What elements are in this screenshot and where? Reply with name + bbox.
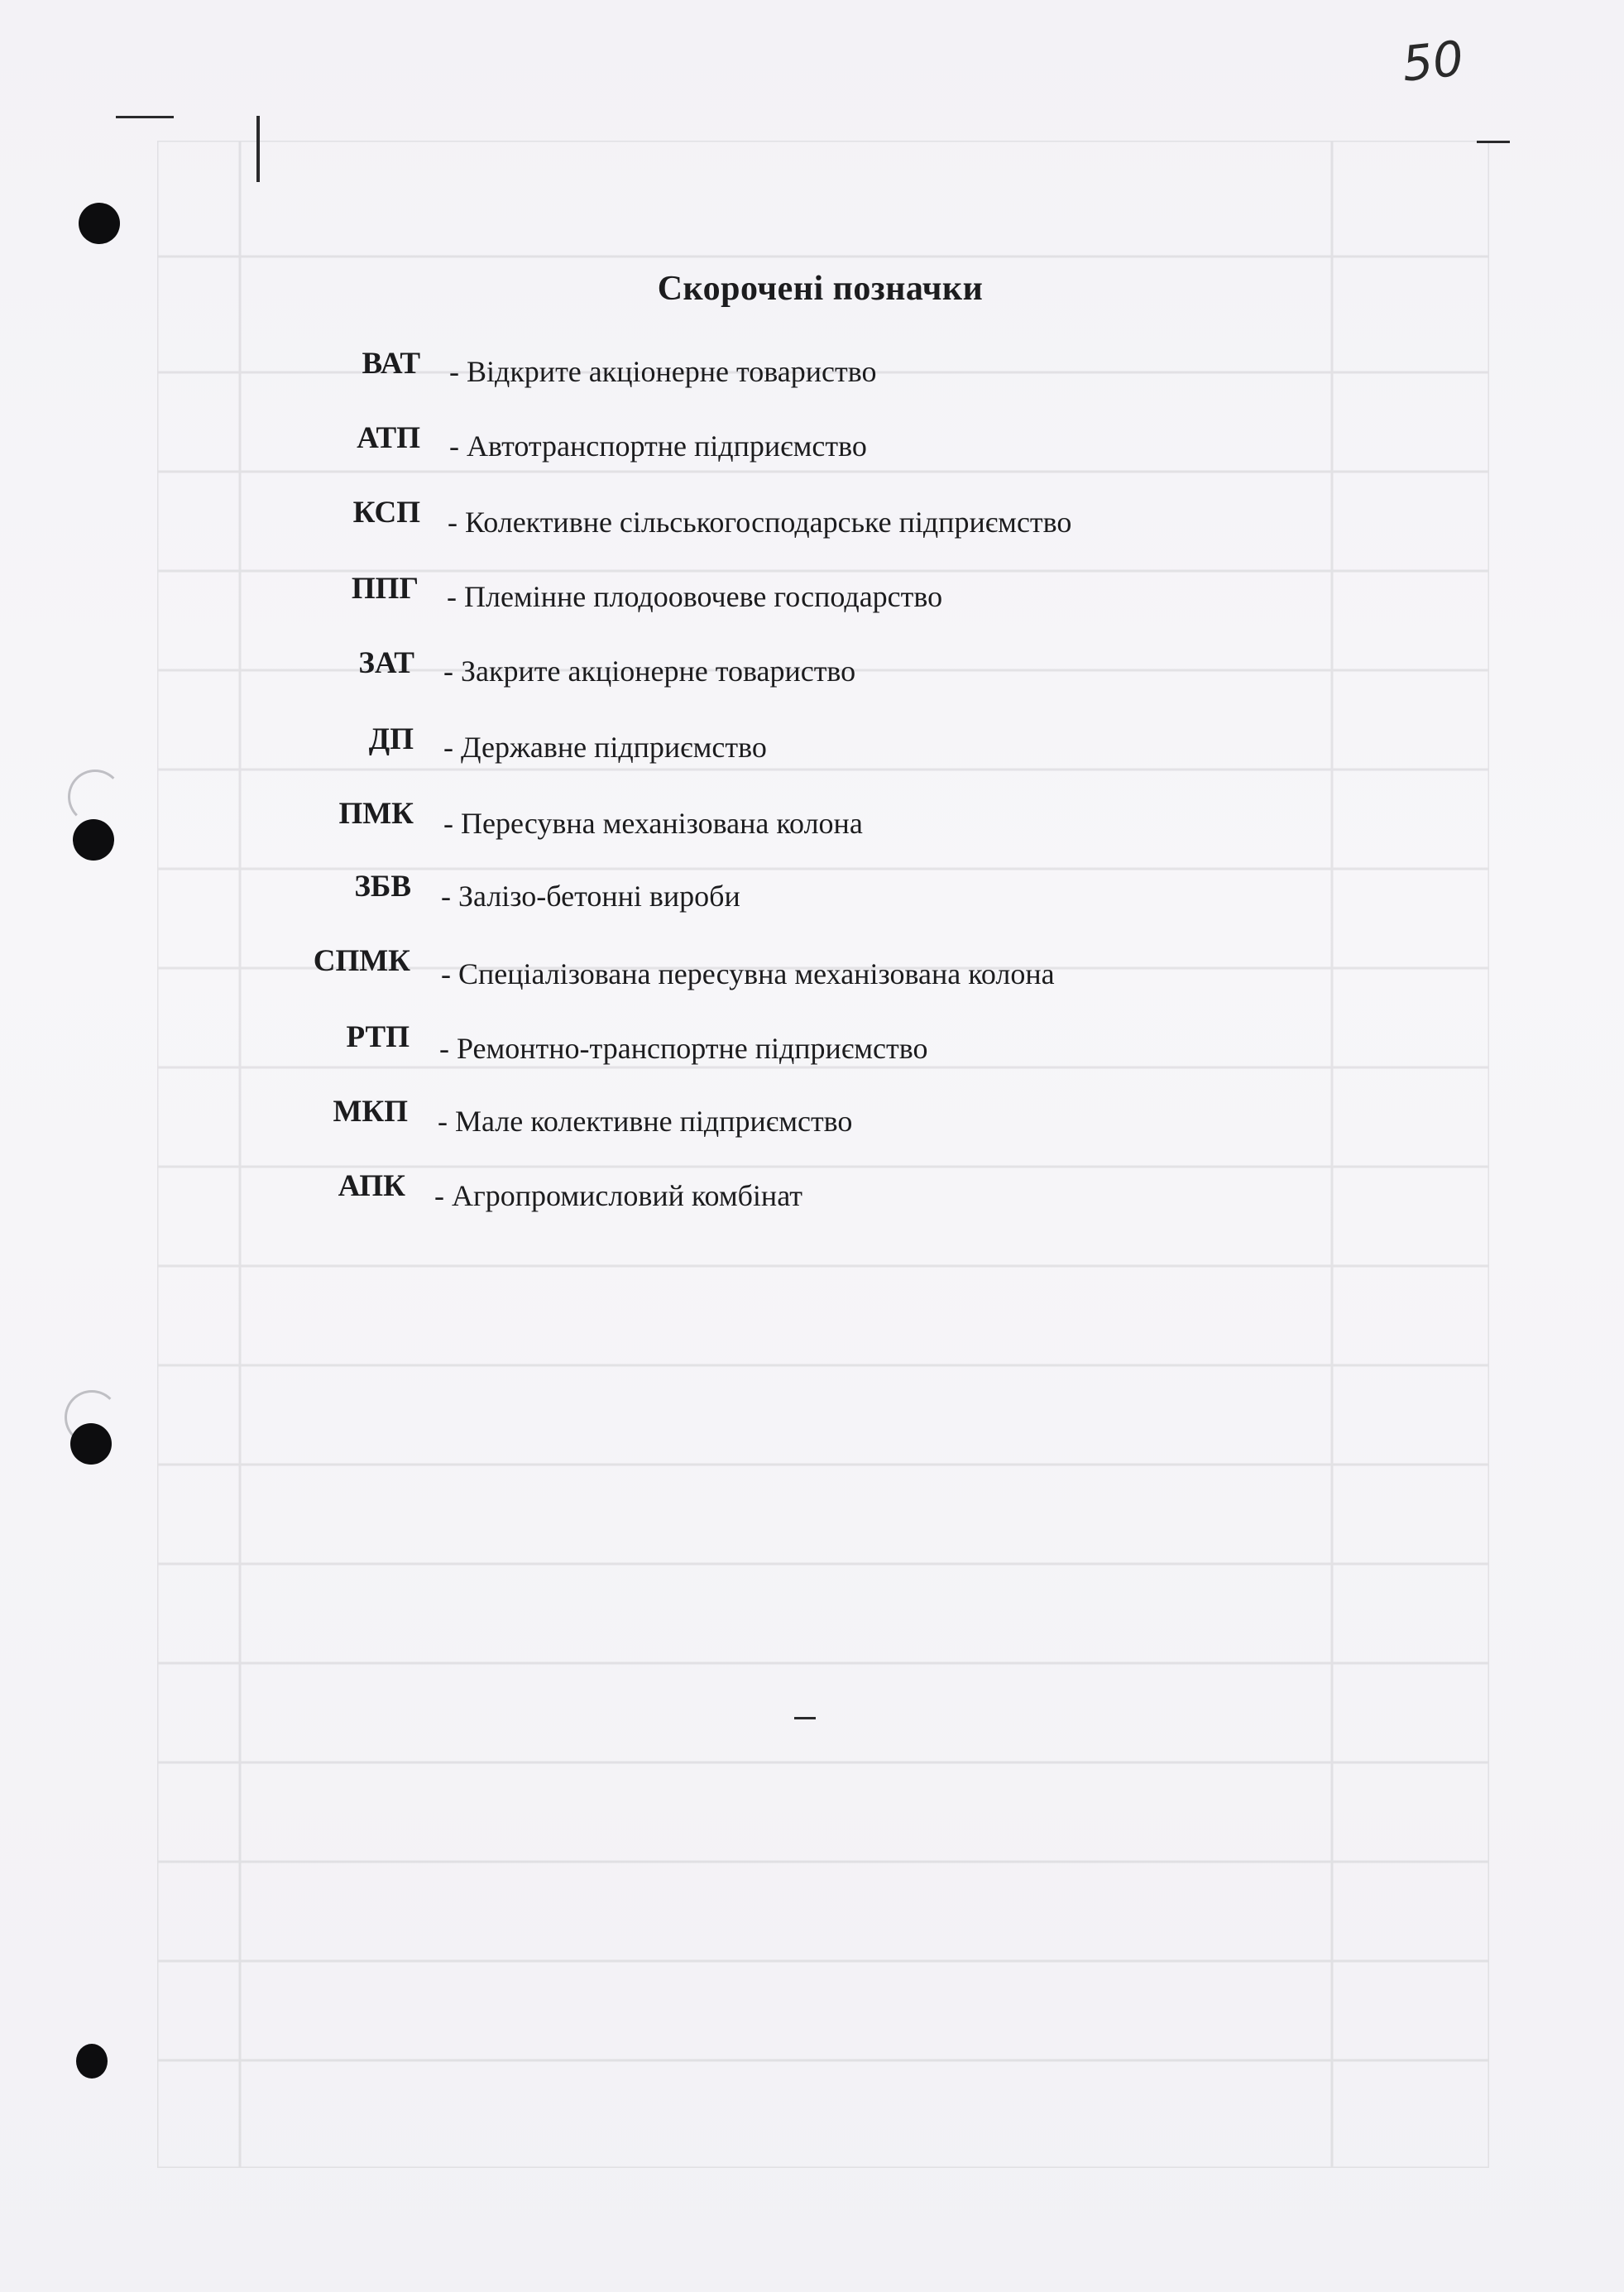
abbreviation-term: ВАТ [362,347,420,381]
abbreviation-term: ДП [368,722,414,756]
abbreviation-term: АТП [357,421,420,455]
abbreviation-row [0,346,1624,396]
abbreviation-definition: - Державне підприємство [443,731,767,764]
abbreviation-row [0,1168,1624,1218]
abbreviation-term: РТП [346,1020,410,1054]
abbreviation-term: МКП [333,1095,408,1129]
abbreviation-row [0,420,1624,470]
abbreviation-definition: - Спеціалізована пересувна механізована колона [441,957,1055,990]
abbreviation-row [0,943,1624,993]
abbreviation-definition: - Пересувна механізована колона [443,807,863,840]
abbreviation-term: ППГ [351,572,419,606]
abbreviation-term: СПМК [313,944,410,978]
abbreviation-row [0,571,1624,621]
abbreviation-row [0,495,1624,544]
abbreviation-definition: - Ремонтно-транспортне підприємство [439,1032,928,1065]
abbreviation-term: АПК [338,1169,405,1203]
abbreviation-term: ЗАТ [358,646,414,680]
abbreviation-row [0,1094,1624,1144]
abbreviation-term: ЗБВ [354,870,411,904]
abbreviation-definition: - Відкрите акціонерне товариство [449,355,877,388]
page-number: 50 [1399,30,1467,93]
abbreviation-definition: - Колективне сільськогосподарське підприємство [448,506,1072,539]
abbreviation-row [0,645,1624,695]
abbreviation-row [0,722,1624,771]
abbreviation-row [0,869,1624,918]
abbreviation-row [0,796,1624,846]
abbreviation-definition: - Племінне плодоовочеве господарство [447,580,943,613]
page-title: Скорочені позначки [657,270,984,308]
abbreviation-definition: - Закрите акціонерне товариство [443,655,856,688]
abbreviation-term: ПМК [338,797,414,831]
abbreviation-definition: - Автотранспортне підприємство [449,429,867,463]
abbreviation-row [0,1019,1624,1069]
abbreviation-definition: - Залізо-бетонні вироби [441,880,740,913]
abbreviation-definition: - Мале колективне підприємство [438,1105,853,1138]
abbreviation-term: КСП [352,496,420,530]
abbreviation-definition: - Агропромисловий комбінат [434,1179,802,1212]
